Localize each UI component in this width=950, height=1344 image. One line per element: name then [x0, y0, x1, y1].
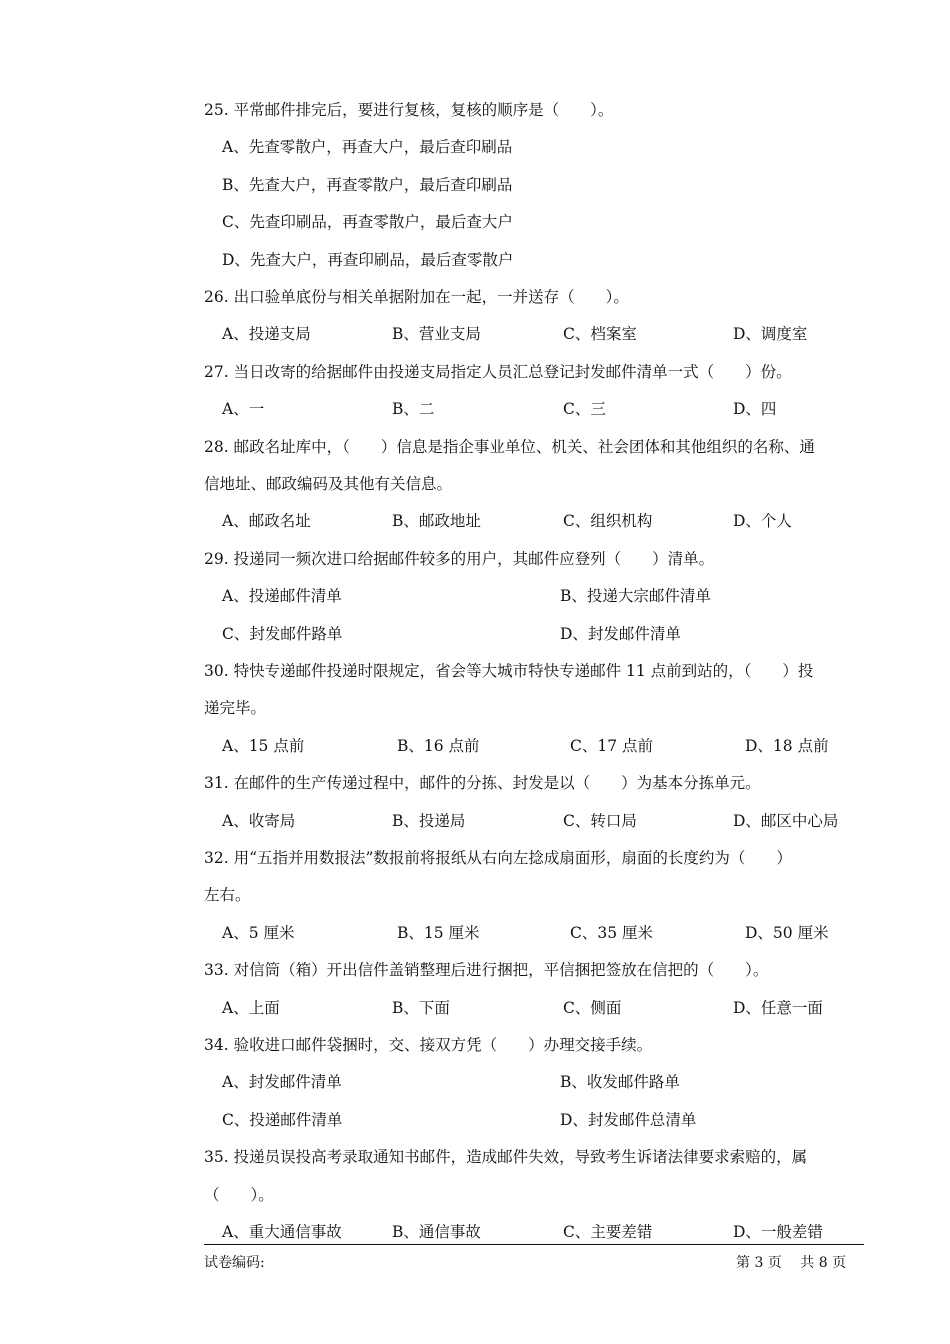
answer-option: B、下面: [392, 998, 450, 1017]
answer-option: C、35 厘米: [570, 923, 654, 942]
answer-option: C、侧面: [563, 998, 622, 1017]
question-stem: （ ）。: [204, 1185, 274, 1204]
answer-option: A、一: [222, 400, 265, 419]
answer-option: C、17 点前: [570, 736, 654, 755]
answer-option: D、任意一面: [733, 998, 823, 1017]
answer-option: D、50 厘米: [745, 923, 829, 942]
answer-option: B、先查大户，再查零散户，最后查印刷品: [222, 175, 513, 194]
answer-option: A、投递邮件清单: [222, 587, 342, 606]
question-stem: 26. 出口验单底份与相关单据附加在一起，一并送存（ ）。: [204, 288, 629, 306]
answer-option: B、16 点前: [397, 736, 480, 755]
answer-option: A、邮政名址: [222, 512, 311, 531]
question-stem: 30. 特快专递邮件投递时限规定，省会等大城市特快专递邮件 11 点前到站的，（ ）投: [204, 662, 814, 680]
footer-divider: [204, 1244, 864, 1245]
answer-option: B、收发邮件路单: [560, 1073, 680, 1092]
answer-option: D、邮区中心局: [733, 811, 839, 830]
answer-option: B、投递大宗邮件清单: [560, 587, 711, 606]
answer-option: B、营业支局: [392, 325, 481, 344]
answer-option: A、先查零散户，再查大户，最后查印刷品: [222, 138, 513, 157]
answer-option: D、18 点前: [745, 736, 829, 755]
answer-option: A、重大通信事故: [222, 1223, 342, 1241]
answer-option: D、先查大户，再查印刷品，最后查零散户: [222, 250, 514, 269]
answer-option: D、封发邮件总清单: [560, 1110, 697, 1129]
answer-option: D、四: [733, 400, 777, 419]
page-number: 第 3 页 共 8 页: [736, 1255, 847, 1271]
answer-option: C、封发邮件路单: [222, 624, 343, 643]
answer-option: C、主要差错: [563, 1223, 653, 1241]
answer-option: D、一般差错: [733, 1223, 823, 1241]
question-stem: 27. 当日改寄的给据邮件由投递支局指定人员汇总登记封发邮件清单一式（ ）份。: [204, 362, 792, 381]
question-stem: 31. 在邮件的生产传递过程中，邮件的分拣、封发是以（ ）为基本分拣单元。: [204, 774, 761, 793]
answer-option: A、收寄局: [222, 811, 296, 830]
answer-option: D、个人: [733, 512, 792, 531]
question-stem: 25. 平常邮件排完后，要进行复核，复核的顺序是（ ）。: [204, 101, 614, 119]
question-stem: 32. 用“五指并用数报法”数报前将报纸从右向左捻成扇面形，扇面的长度约为（ ）: [204, 849, 792, 867]
answer-option: A、封发邮件清单: [222, 1073, 342, 1092]
question-stem: 29. 投递同一频次进口给据邮件较多的用户，其邮件应登列（ ）清单。: [204, 549, 715, 568]
question-stem: 33. 对信筒（箱）开出信件盖销整理后进行捆把，平信捆把签放在信把的（ ）。: [204, 961, 769, 980]
question-stem: 递完毕。: [204, 699, 267, 718]
answer-option: D、调度室: [733, 325, 808, 344]
answer-option: B、二: [392, 400, 435, 419]
answer-option: C、转口局: [563, 811, 637, 830]
answer-option: B、邮政地址: [392, 512, 481, 531]
answer-option: C、先查印刷品，再查零散户，最后查大户: [222, 213, 513, 232]
answer-option: A、15 点前: [222, 736, 305, 755]
answer-option: A、投递支局: [222, 325, 311, 344]
answer-option: B、15 厘米: [397, 923, 480, 942]
answer-option: D、封发邮件清单: [560, 624, 681, 643]
question-stem: 28. 邮政名址库中，（ ）信息是指企事业单位、机关、社会团体和其他组织的名称、通: [204, 437, 815, 456]
question-stem: 34. 验收进口邮件袋捆时，交、接双方凭（ ）办理交接手续。: [204, 1036, 653, 1054]
answer-option: C、三: [563, 400, 606, 419]
answer-option: B、投递局: [392, 811, 466, 830]
question-stem: 信地址、邮政编码及其他有关信息。: [204, 475, 453, 493]
question-stem: 左右。: [204, 886, 251, 905]
answer-option: C、投递邮件清单: [222, 1110, 343, 1129]
question-stem: 35. 投递员误投高考录取通知书邮件，造成邮件失效，导致考生诉诸法律要求索赔的，属: [204, 1148, 808, 1167]
answer-option: A、上面: [222, 998, 280, 1017]
answer-option: C、组织机构: [563, 512, 653, 531]
exam-code-label: 试卷编码:: [204, 1255, 265, 1271]
answer-option: A、5 厘米: [222, 923, 295, 942]
answer-option: B、通信事故: [392, 1223, 481, 1241]
answer-option: C、档案室: [563, 325, 637, 344]
